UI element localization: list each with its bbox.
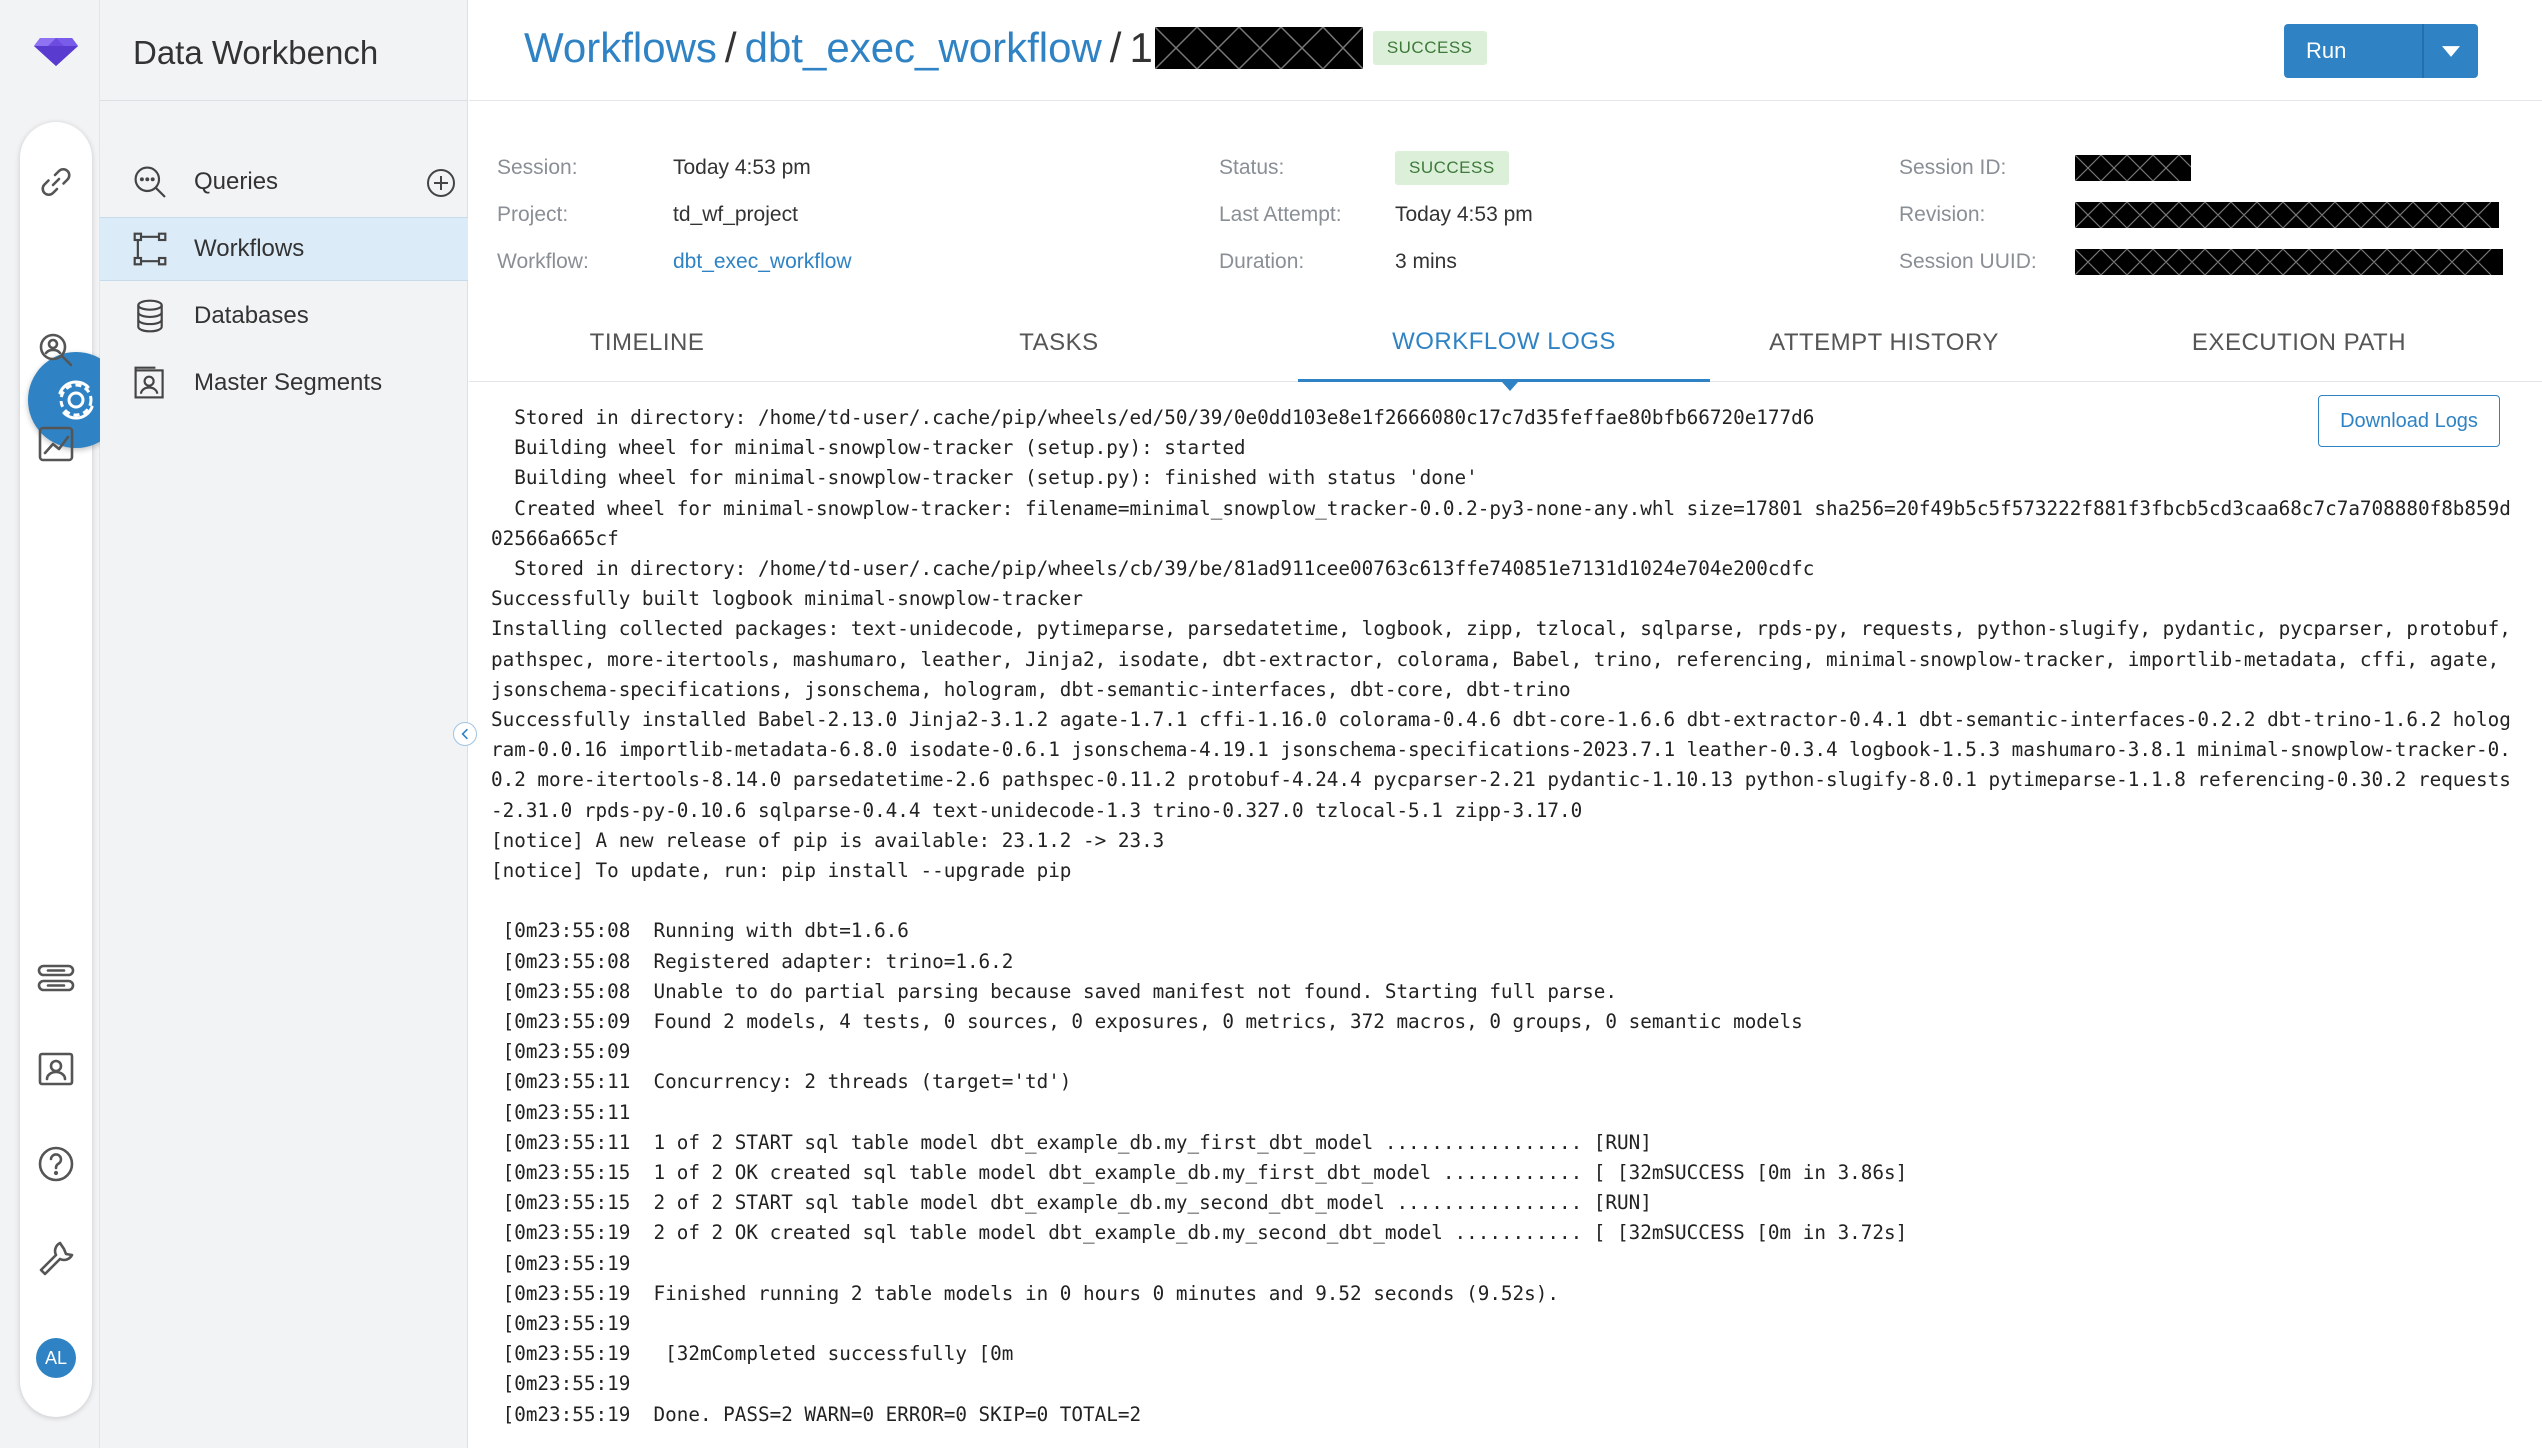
tab-attempt-history[interactable]: ATTEMPT HISTORY xyxy=(1769,329,1999,356)
sidebar-item-label: Workflows xyxy=(194,235,305,262)
log-line: [0m23:55:19 xyxy=(491,1251,631,1275)
run-button-label[interactable]: Run xyxy=(2284,24,2424,78)
meta-label: Session UUID: xyxy=(1899,249,2037,273)
log-line: Created wheel for minimal-snowplow-tracker: filename=minimal_snowplow_tracker-0.0.2-py3-none-any.whl size=17801 sha256=20f49b5c5f573222f881f3fbcb5cd3caa68c7c7a708880f8b859d02566a665cf xyxy=(491,496,2511,550)
chevron-down-icon[interactable] xyxy=(2424,24,2478,78)
log-line: [notice] A new release of pip is available: 23.1.2 -> 23.3 xyxy=(491,828,1165,852)
meta-value: Today 4:53 pm xyxy=(673,155,811,179)
meta-column-session xyxy=(497,144,852,285)
redacted-block xyxy=(2075,155,2191,181)
workflow-icon xyxy=(130,229,170,269)
chart-line-icon[interactable] xyxy=(36,424,76,464)
integration-icon[interactable] xyxy=(36,958,76,998)
log-output xyxy=(491,403,2521,1430)
avatar-initials: AL xyxy=(44,1347,68,1368)
log-line: [0m23:55:19 xyxy=(491,1312,631,1336)
meta-label: Project: xyxy=(497,202,569,226)
breadcrumb-workflows-link[interactable]: Workflows xyxy=(524,24,717,71)
tab-execution-path[interactable]: EXECUTION PATH xyxy=(2191,329,2407,356)
meta-row-session-uuid xyxy=(1899,238,2503,285)
meta-label: Workflow: xyxy=(497,249,589,273)
log-line: [0m23:55:09 Found 2 models, 4 tests, 0 sources, 0 exposures, 0 metrics, 372 macros, 0 groups, 0 semantic models xyxy=(491,1010,1803,1034)
status-badge: SUCCESS xyxy=(1395,151,1509,185)
redacted-block xyxy=(2075,202,2499,228)
app-rail xyxy=(0,0,100,1448)
meta-value: 3 mins xyxy=(1395,249,1457,273)
meta-label: Revision: xyxy=(1899,202,1986,226)
meta-label: Session ID: xyxy=(1899,155,2007,179)
sidebar-item-queries[interactable] xyxy=(100,150,468,214)
log-line: [0m23:55:11 Concurrency: 2 threads (target='td') xyxy=(491,1070,1072,1094)
meta-row-workflow xyxy=(497,238,852,285)
tab-tasks[interactable]: TASKS xyxy=(1019,329,1099,356)
log-line: Successfully installed Babel-2.13.0 Jinja2-3.1.2 agate-1.7.1 cffi-1.16.0 colorama-0.4.6 dbt-core-1.6.6 dbt-extractor-0.4.1 dbt-semantic-interfaces-0.2.2 dbt-trino-1.6.2 hologram-0.0.16 importlib-metadata-6.8.0 isodate-0.6.1 jsonschema-4.19.1 jsonschema-specifications-2023.7.1 leather-0.3.4 logbook-1.5.3 mashumaro-3.8.1 minimal-snowplow-tracker-0.0.2 more-itertools-8.14.0 parsedatetime-2.6 pathspec-0.11.2 protobuf-4.24.4 pycparser-2.21 pydantic-1.10.13 python-slugify-8.0.1 pytimeparse-1.1.8 referencing-0.30.2 requests-2.31.0 rpds-py-0.10.6 sqlparse-0.4.4 text-unidecode-1.3 trino-0.327.0 tzlocal-5.1 zipp-3.17.0 xyxy=(491,708,2511,822)
meta-row-session-id xyxy=(1899,144,2503,191)
meta-label: Session: xyxy=(497,155,578,179)
breadcrumb-separator: / xyxy=(1109,24,1122,71)
add-query-icon[interactable] xyxy=(426,168,456,198)
sidebar-item-workflows[interactable] xyxy=(100,217,468,281)
meta-column-ids xyxy=(1899,144,2503,285)
brand-logo-icon xyxy=(34,36,78,66)
meta-label: Status: xyxy=(1219,155,1285,179)
collapse-sidebar-icon[interactable] xyxy=(453,722,477,746)
tab-bar xyxy=(469,304,2542,382)
meta-value: Today 4:53 pm xyxy=(1395,202,1533,226)
log-line: [0m23:55:15 2 of 2 START sql table model dbt_example_db.my_second_dbt_model ................ [RUN] xyxy=(491,1191,1652,1215)
log-line: [0m23:55:11 xyxy=(491,1100,631,1124)
breadcrumb xyxy=(524,24,1487,72)
divider xyxy=(469,100,2542,101)
log-line: [0m23:55:09 xyxy=(491,1040,631,1064)
log-line: [notice] To update, run: pip install --upgrade pip xyxy=(491,859,1072,883)
meta-label: Last Attempt: xyxy=(1219,202,1342,226)
sidebar-item-master-segments[interactable] xyxy=(100,351,468,415)
log-line: Successfully built logbook minimal-snowplow-tracker xyxy=(491,587,1084,611)
log-line: [0m23:55:19 Finished running 2 table models in 0 hours 0 minutes and 9.52 seconds (9.52s). xyxy=(491,1281,1559,1305)
log-line: Stored in directory: /home/td-user/.cache/pip/wheels/ed/50/39/0e0dd103e8e1f2666080c17c7d35feffae80bfb66720e177d6 xyxy=(491,406,1815,429)
app-title: Data Workbench xyxy=(133,34,379,71)
log-line: Building wheel for minimal-snowplow-tracker (setup.py): started xyxy=(491,436,1246,460)
search-icon xyxy=(130,162,170,202)
meta-row-project xyxy=(497,191,852,238)
meta-row-status xyxy=(1219,144,1533,191)
log-line xyxy=(491,886,2521,916)
breadcrumb-workflow-link[interactable]: dbt_exec_workflow xyxy=(744,24,1102,71)
log-line: [0m23:55:19 2 of 2 OK created sql table model dbt_example_db.my_second_dbt_model ........... [ [32mSUCCESS [0m in 3.72s] xyxy=(491,1221,1908,1245)
log-line: [0m23:55:08 Registered adapter: trino=1.6.2 xyxy=(491,949,1014,973)
workflow-link[interactable]: dbt_exec_workflow xyxy=(673,249,852,273)
user-search-icon[interactable] xyxy=(36,330,76,370)
run-button[interactable] xyxy=(2284,24,2478,78)
meta-row-duration xyxy=(1219,238,1533,285)
sidebar-item-label: Master Segments xyxy=(194,369,383,396)
log-line: [0m23:55:15 1 of 2 OK created sql table model dbt_example_db.my_first_dbt_model ............ [ [32mSUCCESS [0m in 3.86s] xyxy=(491,1161,1908,1185)
breadcrumb-separator: / xyxy=(724,24,737,71)
log-line: [0m23:55:19 xyxy=(491,1372,631,1396)
help-icon[interactable] xyxy=(36,1144,76,1184)
status-badge: SUCCESS xyxy=(1373,31,1487,65)
meta-column-status xyxy=(1219,144,1533,285)
database-icon xyxy=(130,296,170,336)
meta-value: td_wf_project xyxy=(673,202,798,226)
log-line: Building wheel for minimal-snowplow-tracker (setup.py): finished with status 'done' xyxy=(491,466,1478,490)
main-panel xyxy=(469,0,2542,1448)
meta-label: Duration: xyxy=(1219,249,1305,273)
wrench-icon[interactable] xyxy=(36,1238,76,1278)
sidebar xyxy=(100,0,468,1448)
sidebar-item-label: Queries xyxy=(194,168,279,195)
log-line: [0m23:55:08 Running with dbt=1.6.6 xyxy=(491,919,909,943)
redacted-block xyxy=(2075,249,2503,275)
profile-card-icon[interactable] xyxy=(36,1050,76,1090)
avatar[interactable] xyxy=(36,1338,76,1378)
sidebar-item-label: Databases xyxy=(194,302,309,329)
tab-timeline[interactable]: TIMELINE xyxy=(589,329,705,356)
log-line: [0m23:55:19 [32mCompleted successfully [0m xyxy=(491,1342,1014,1366)
link-icon[interactable] xyxy=(36,162,76,202)
segment-icon xyxy=(130,363,170,403)
log-line: [0m23:55:11 1 of 2 START sql table model dbt_example_db.my_first_dbt_model ................. [RUN] xyxy=(491,1130,1652,1154)
breadcrumb-session-id: 1 xyxy=(1129,24,1153,71)
sidebar-item-databases[interactable] xyxy=(100,284,468,348)
redacted-block xyxy=(1155,27,1363,69)
tab-workflow-logs[interactable]: WORKFLOW LOGS xyxy=(1298,304,1710,382)
log-line: Installing collected packages: text-unidecode, pytimeparse, parsedatetime, logbook, zipp, tzlocal, sqlparse, rpds-py, requests, python-slugify, pydantic, pycparser, protobuf, pathspec, more-itertools, mashumaro, leather, Jinja2, isodate, dbt-extractor, colorama, Babel, trino, referencing, minimal-snowplow-tracker, importlib-metadata, cffi, agate, jsonschema-specifications, jsonschema, hologram, dbt-semantic-interfaces, dbt-core, dbt-trino xyxy=(491,617,2523,701)
download-logs-button[interactable]: Download Logs xyxy=(2318,395,2500,447)
workflow-logs-panel[interactable] xyxy=(469,383,2542,1448)
meta-row-last-attempt xyxy=(1219,191,1533,238)
log-line: Stored in directory: /home/td-user/.cache/pip/wheels/cb/39/be/81ad911cee00763c613ffe740851e7131d1024e704e200cdfc xyxy=(491,557,1815,581)
divider xyxy=(100,100,468,101)
meta-row-revision xyxy=(1899,191,2503,238)
meta-row-session xyxy=(497,144,852,191)
rail-nav xyxy=(20,122,92,1417)
log-line: [0m23:55:08 Unable to do partial parsing because saved manifest not found. Starting full parse. xyxy=(491,979,1618,1003)
log-line: [0m23:55:19 Done. PASS=2 WARN=0 ERROR=0 SKIP=0 TOTAL=2 xyxy=(491,1402,1142,1426)
